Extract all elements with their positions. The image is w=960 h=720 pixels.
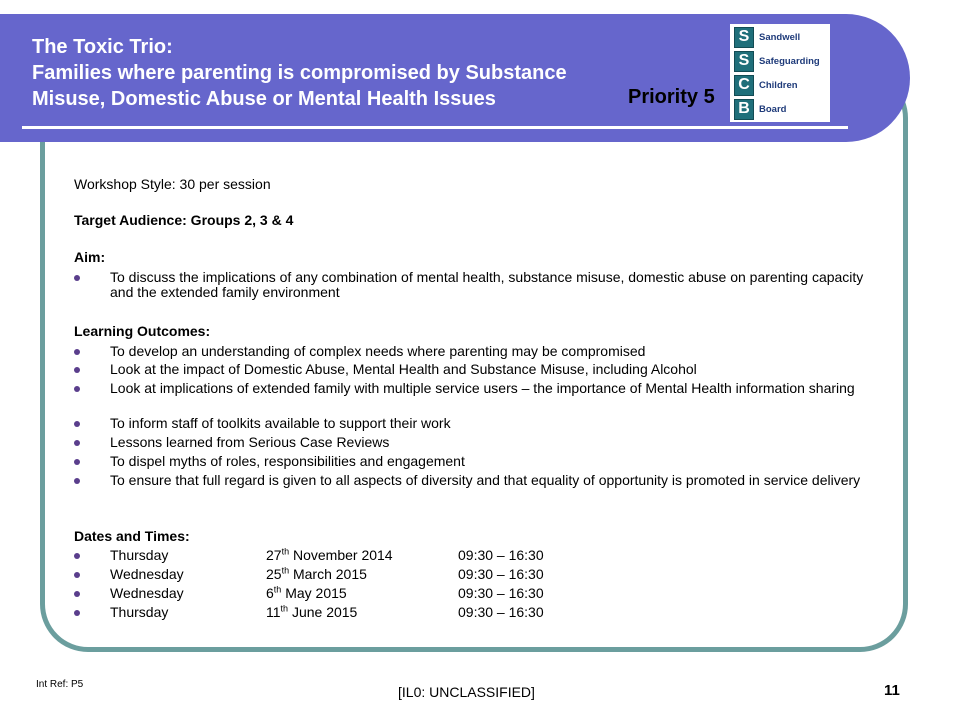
logo-row-1 [734,26,800,48]
outcome-item: To dispel myths of roles, responsibilities and engagement [110,453,465,469]
bullet-icon [74,572,80,578]
bullet-icon [74,421,80,427]
bullet-icon [74,553,80,559]
bullet-icon [74,275,80,281]
logo-letter: S [734,51,754,72]
priority-label: Priority 5 [628,86,715,108]
logo-letter: C [734,75,754,96]
logo-row-4 [734,98,786,120]
logo-word: Sandwell [759,31,801,43]
internal-reference: Int Ref: P5 [36,679,84,690]
logo-row-3 [734,74,798,96]
bullet-icon [74,386,80,392]
outcomes-heading: Learning Outcomes: [74,323,211,339]
logo-word: Safeguarding [759,55,820,67]
logo-letter: S [734,27,754,48]
outcome-item: Lessons learned from Serious Case Reviews [110,434,390,450]
classification-label: [IL0: UNCLASSIFIED] [398,684,535,700]
sscb-logo [730,24,830,122]
date-value: 25th March 2015 [266,565,367,582]
date-value: 11th June 2015 [266,603,358,620]
title-line-2: Families where parenting is compromised by Substance [32,62,567,84]
outcome-item: To ensure that full regard is given to all aspects of diversity and that equality of opportunity is promoted in service delivery [110,472,861,488]
logo-row-2 [734,50,820,72]
page-number: 11 [884,682,900,699]
date-day: Wednesday [110,566,184,582]
bullet-icon [74,478,80,484]
banner-divider [22,126,848,129]
logo-word: Board [759,103,787,115]
date-day: Thursday [110,547,169,563]
outcome-item: To inform staff of toolkits available to support their work [110,415,451,431]
workshop-style: Workshop Style: 30 per session [74,176,271,192]
date-day: Thursday [110,604,169,620]
outcome-item: Look at implications of extended family with multiple service users – the importance of Mental Health information sharing [110,380,855,396]
logo-letter: B [734,99,754,120]
bullet-icon [74,591,80,597]
logo-word: Children [759,79,798,91]
title-line-3: Misuse, Domestic Abuse or Mental Health Issues [32,88,496,110]
aim-item: To discuss the implications of any combination of mental health, substance misuse, domestic abuse on parenting capacity and the extended family environment [110,269,864,300]
date-time: 09:30 – 16:30 [458,566,544,582]
date-time: 09:30 – 16:30 [458,547,544,563]
date-value: 6th May 2015 [266,584,347,601]
outcome-item: To develop an understanding of complex needs where parenting may be compromised [110,343,646,359]
date-time: 09:30 – 16:30 [458,604,544,620]
target-audience: Target Audience: Groups 2, 3 & 4 [74,212,294,228]
bullet-icon [74,610,80,616]
bullet-icon [74,440,80,446]
title-line-1: The Toxic Trio: [32,36,173,58]
bullet-icon [74,349,80,355]
outcome-item: Look at the impact of Domestic Abuse, Mental Health and Substance Misuse, including Alcohol [110,361,697,377]
bullet-icon [74,367,80,373]
date-day: Wednesday [110,585,184,601]
slide-title [32,34,732,112]
date-time: 09:30 – 16:30 [458,585,544,601]
aim-heading: Aim: [74,249,106,265]
bullet-icon [74,459,80,465]
date-value: 27th November 2014 [266,546,393,563]
dates-heading: Dates and Times: [74,528,190,544]
